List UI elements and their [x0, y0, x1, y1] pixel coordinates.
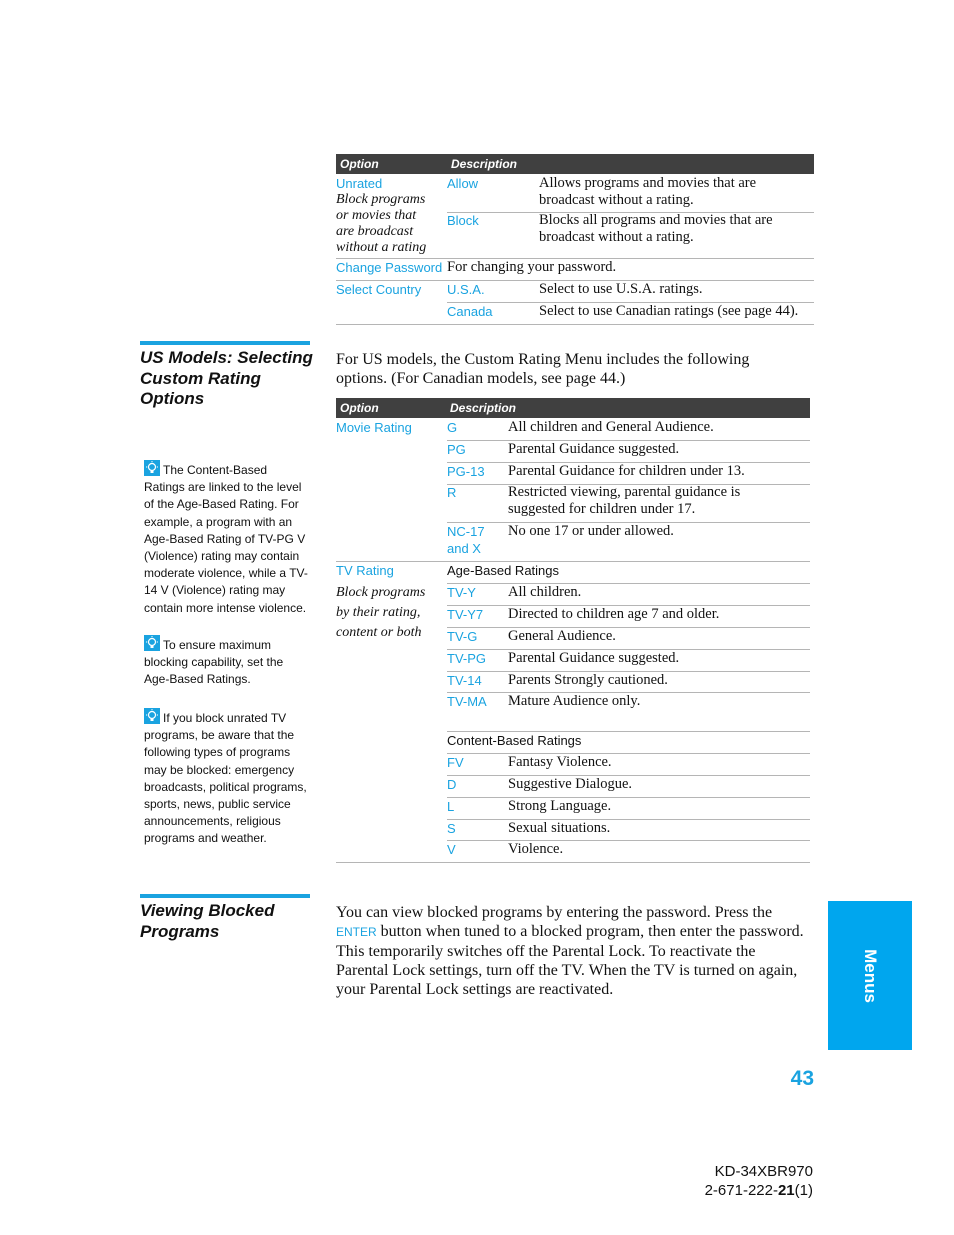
code-allow: Allow	[447, 176, 479, 191]
unrated-note: Block programs or movies that are broadcast without a rating	[336, 192, 427, 255]
code-canada: Canada	[447, 304, 493, 319]
section-view-bar	[140, 894, 310, 898]
row-divider	[336, 561, 810, 562]
table1-header-description: Description	[451, 157, 518, 171]
code-l: L	[447, 799, 455, 814]
content-based-heading: Content-Based Ratings	[447, 733, 582, 748]
desc-g: All children and General Audience.	[508, 419, 714, 435]
lightbulb-icon	[144, 635, 160, 651]
section-us-bar	[140, 341, 310, 345]
footer-part-suffix: (1)	[794, 1182, 813, 1199]
age-based-heading: Age-Based Ratings	[447, 563, 560, 578]
section-us-title: US Models: Selecting Custom Rating Options	[140, 348, 313, 408]
desc-tv-g: General Audience.	[508, 628, 616, 644]
option-change-password: Change Password	[336, 260, 443, 275]
row-divider	[447, 627, 810, 628]
code-v: V	[447, 842, 456, 857]
row-divider	[447, 753, 810, 754]
code-pg: PG	[447, 442, 466, 457]
desc-canada: Select to use Canadian ratings (see page 44).	[539, 303, 799, 319]
desc-tv-14: Parents Strongly cautioned.	[508, 672, 668, 688]
enter-key-label: ENTER	[336, 925, 377, 939]
lightbulb-icon	[144, 460, 160, 476]
row-divider	[447, 819, 810, 820]
desc-r: Restricted viewing, parental guidance is suggested for children under 17.	[508, 484, 741, 517]
row-divider	[447, 583, 810, 584]
code-nc17: NC-17 and X	[447, 524, 485, 556]
code-block: Block	[447, 213, 479, 228]
page-number: 43	[790, 1067, 814, 1090]
option-tv-rating: TV Rating	[336, 563, 394, 578]
section-us-intro: For US models, the Custom Rating Menu includes the following options. (For Canadian models, see page 44.)	[336, 351, 750, 387]
table2-header-option: Option	[340, 401, 379, 415]
desc-tv-pg: Parental Guidance suggested.	[508, 650, 680, 666]
row-divider	[447, 840, 810, 841]
desc-pg13: Parental Guidance for children under 13.	[508, 463, 745, 479]
footer-model: KD-34XBR970	[714, 1163, 813, 1180]
tip-1-text: The Content-Based Ratings are linked to the level of the Age-Based Rating. For example, a program with an Age-Based Rating of TV-PG V (Violence) rating may contain moderate violence, while a TV-14 V (Violence) rating may contain more intense violence.	[144, 463, 308, 615]
desc-nc17: No one 17 or under allowed.	[508, 523, 674, 539]
desc-l: Strong Language.	[508, 798, 612, 814]
code-usa: U.S.A.	[447, 282, 485, 297]
code-d: D	[447, 777, 457, 792]
table2-header	[336, 398, 810, 418]
table1-header	[336, 154, 814, 174]
lightbulb-icon	[144, 708, 160, 724]
desc-change-password: For changing your password.	[447, 259, 617, 275]
footer-part-prefix: 2-671-222-	[704, 1182, 778, 1199]
desc-allow: Allows programs and movies that are broadcast without a rating.	[539, 175, 757, 208]
option-movie-rating: Movie Rating	[336, 420, 412, 435]
desc-tv-y: All children.	[508, 584, 582, 600]
code-tv-14: TV-14	[447, 673, 482, 688]
section-view-title: Viewing Blocked Programs	[140, 901, 275, 941]
footer-part-bold: 21	[777, 1182, 795, 1199]
desc-d: Suggestive Dialogue.	[508, 776, 633, 792]
table1-bottom-rule	[336, 324, 814, 325]
table1-header-option: Option	[340, 157, 379, 171]
footer-part-number	[600, 1181, 813, 1200]
tv-rating-note: Block programs by their rating, content or both	[336, 585, 426, 640]
code-tv-y: TV-Y	[447, 585, 476, 600]
side-tab-label: Menus	[861, 949, 880, 1003]
row-divider	[447, 797, 810, 798]
desc-pg: Parental Guidance suggested.	[508, 441, 680, 457]
code-tv-g: TV-G	[447, 629, 478, 644]
desc-v: Violence.	[508, 841, 564, 857]
section-view-text	[336, 903, 810, 999]
view-text-before: You can view blocked programs by entering the password. Press the	[336, 904, 773, 921]
desc-s: Sexual situations.	[508, 820, 611, 836]
option-select-country: Select Country	[336, 282, 422, 297]
desc-tv-ma: Mature Audience only.	[508, 693, 641, 709]
code-r: R	[447, 485, 457, 500]
code-tv-y7: TV-Y7	[447, 607, 484, 622]
desc-block: Blocks all programs and movies that are broadcast without a rating.	[539, 212, 773, 245]
desc-fv: Fantasy Violence.	[508, 754, 612, 770]
tip-2-text: To ensure maximum blocking capability, set the Age-Based Ratings.	[144, 638, 284, 687]
desc-tv-y7: Directed to children age 7 and older.	[508, 606, 720, 622]
code-tv-pg: TV-PG	[447, 651, 487, 666]
table2-bottom-rule	[336, 862, 810, 863]
view-text-after: button when tuned to a blocked program, then enter the password. This temporarily switches off the Parental Lock. To reactivate the Parental Lock settings, turn off the TV. When the TV is turned on again, your Parental Lock settings are reactivated.	[336, 923, 804, 998]
code-g: G	[447, 420, 458, 435]
code-s: S	[447, 821, 456, 836]
option-unrated: Unrated	[336, 176, 383, 191]
tip-2	[144, 635, 310, 689]
tip-3	[144, 708, 310, 848]
desc-usa: Select to use U.S.A. ratings.	[539, 281, 703, 297]
tip-3-text: If you block unrated TV programs, be aware that the following types of programs may be blocked: emergency broadcasts, political programs, sports, news, public service announcements, religious programs and weather.	[144, 711, 307, 846]
code-tv-ma: TV-MA	[447, 694, 487, 709]
table2-header-description: Description	[450, 401, 517, 415]
code-fv: FV	[447, 755, 464, 770]
code-pg13: PG-13	[447, 464, 485, 479]
tip-1	[144, 460, 310, 617]
side-tab-menus	[828, 901, 912, 1050]
